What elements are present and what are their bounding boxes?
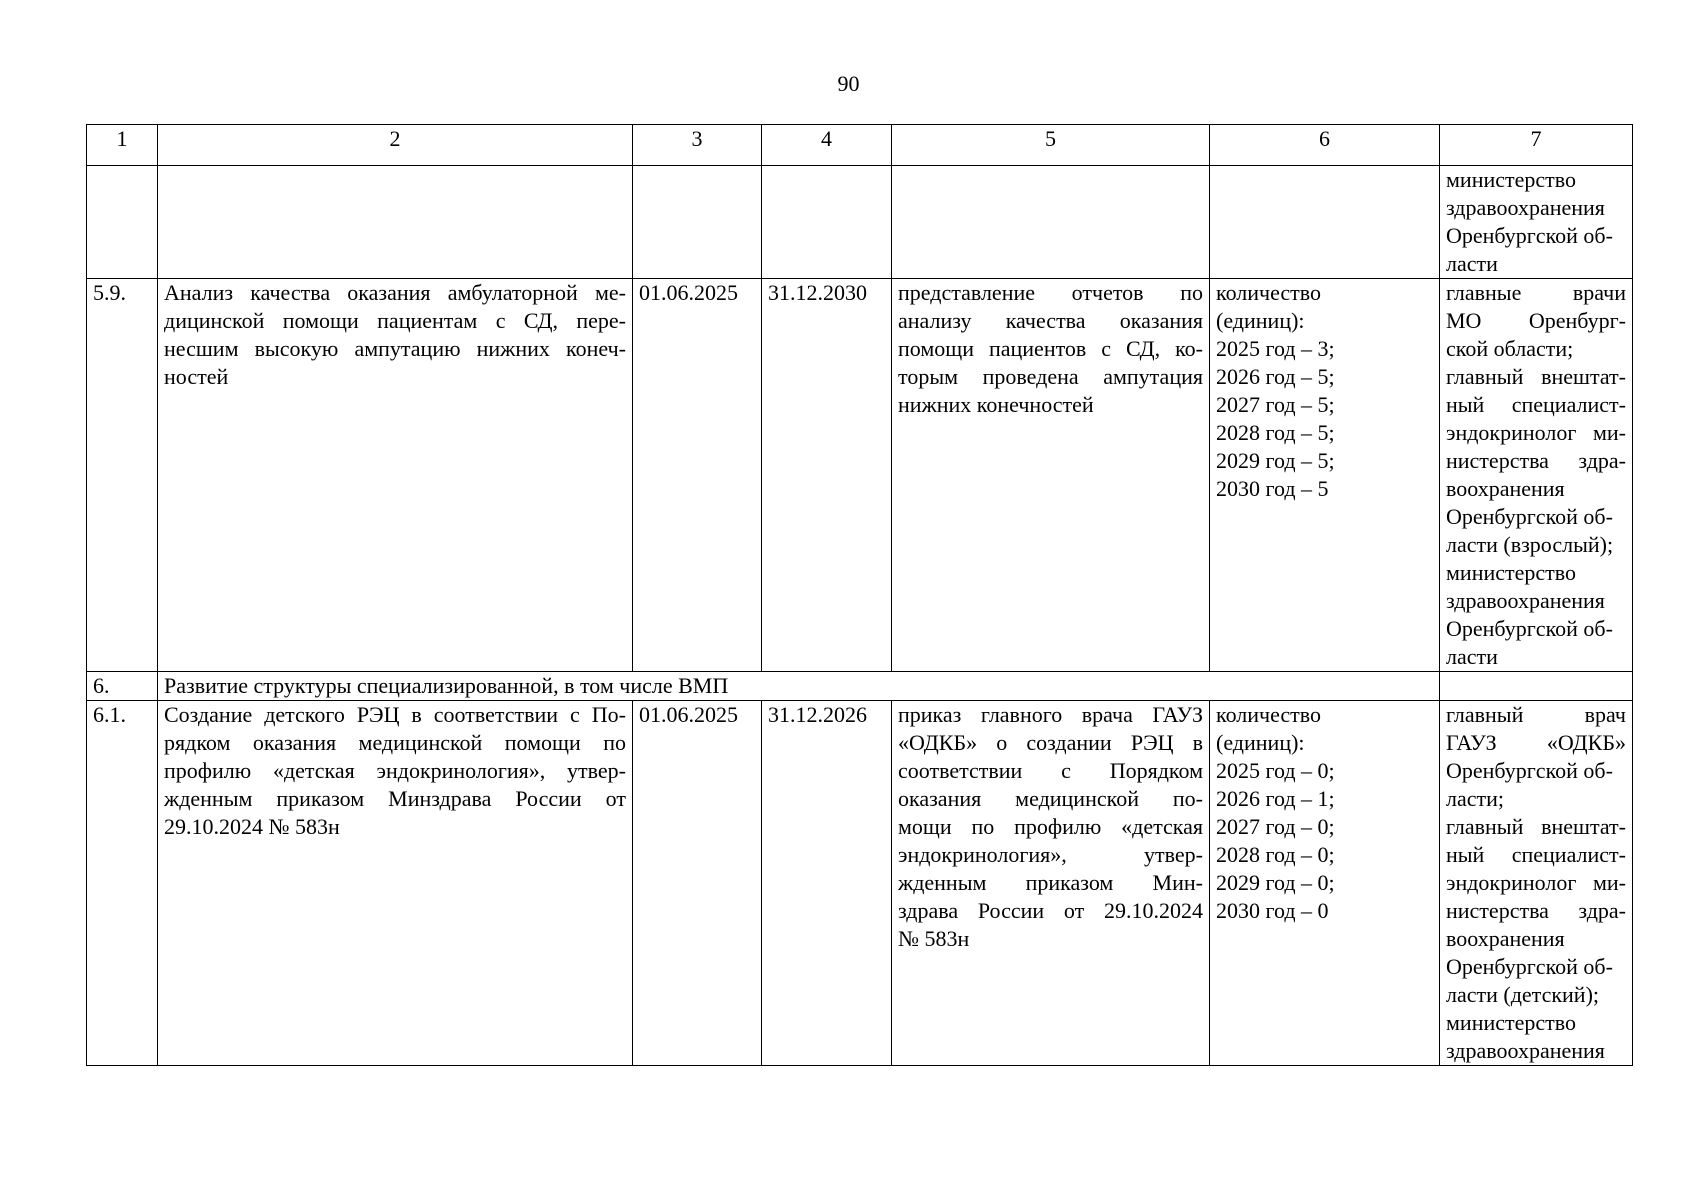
cell-line: ласти (детский); [1446, 982, 1600, 1007]
cell-line: ностей [164, 364, 229, 389]
cell-line: 29.10.2024 № 583н [164, 814, 340, 839]
header-cell: 2 [158, 125, 633, 166]
end-date: 31.12.2030 [762, 279, 892, 672]
cell-line: эндокринолог ми- [1446, 870, 1626, 895]
cell-line: несшим высокую ампутацию нижних конеч- [164, 336, 626, 361]
measure-name [158, 279, 633, 672]
cell-line: Оренбургской об- [1446, 223, 1613, 248]
cell-line: торым проведена ампутация [898, 364, 1203, 389]
header-cell: 6 [1210, 125, 1440, 166]
start-date [633, 166, 762, 279]
table-row [87, 701, 1633, 1066]
cell-line: ской области; [1446, 336, 1574, 361]
cell-line: соответствии с Порядком [898, 758, 1203, 783]
cell-line: количество [1216, 280, 1322, 305]
cell-line: ласти [1446, 644, 1498, 669]
row-number: 5.9. [87, 279, 158, 672]
measure-name [158, 166, 633, 279]
cell-line: ный специалист- [1446, 392, 1626, 417]
cell-line: оказания медицинской по- [898, 786, 1203, 811]
cell-line: министерство [1446, 167, 1577, 192]
cell-line: здравоохранения [1446, 195, 1605, 220]
cell-line: приказ главного врача ГАУЗ [898, 702, 1203, 727]
cell-line: министерство [1446, 560, 1577, 585]
cell-line: 2028 год – 0; [1216, 842, 1335, 867]
cell-line: (единиц): [1216, 308, 1305, 333]
cell-line: нижних конечностей [898, 392, 1094, 417]
cell-line: (единиц): [1216, 730, 1305, 755]
cell-line: здрава России от 29.10.2024 [898, 898, 1203, 923]
cell-line: здравоохранения [1446, 588, 1605, 613]
table-row [87, 279, 1633, 672]
indicator [1210, 279, 1440, 672]
cell-line: дицинской помощи пациентам с СД, пере- [164, 308, 626, 333]
expected-result [892, 701, 1210, 1066]
table-header-row [87, 125, 1633, 166]
cell-line: главный врач [1446, 702, 1626, 727]
cell-line: нистерства здра- [1446, 898, 1626, 923]
cell-line: Оренбургской об- [1446, 954, 1613, 979]
cell-line: 2029 год – 0; [1216, 870, 1335, 895]
cell-line: 2027 год – 0; [1216, 814, 1335, 839]
cell-line: ласти (взрослый); [1446, 532, 1614, 557]
header-cell: 7 [1440, 125, 1633, 166]
cell-line: эндокринология», утвер- [898, 842, 1203, 867]
cell-line: главные врачи [1446, 280, 1626, 305]
table-body [87, 125, 1633, 1066]
cell-line: помощи пациентов с СД, ко- [898, 336, 1203, 361]
table-row [87, 166, 1633, 279]
row-number: 6.1. [87, 701, 158, 1066]
indicator [1210, 166, 1440, 279]
cell-line: № 583н [898, 926, 970, 951]
cell-line: «ОДКБ» о создании РЭЦ в [898, 730, 1203, 755]
end-date: 31.12.2026 [762, 701, 892, 1066]
header-cell: 3 [633, 125, 762, 166]
cell-line: 2025 год – 3; [1216, 336, 1335, 361]
expected-result [892, 279, 1210, 672]
cell-line: ласти; [1446, 786, 1505, 811]
responsible [1440, 279, 1633, 672]
cell-line: 2025 год – 0; [1216, 758, 1335, 783]
cell-line: здравоохранения [1446, 1038, 1605, 1063]
cell-line: 2026 год – 1; [1216, 786, 1335, 811]
cell-line: жденным приказом Минздрава России от [164, 786, 626, 811]
cell-line: МО Оренбург- [1446, 308, 1626, 333]
responsible [1440, 701, 1633, 1066]
cell-line: анализу качества оказания [898, 308, 1203, 333]
cell-line: 2028 год – 5; [1216, 420, 1335, 445]
section-row [87, 672, 1633, 701]
cell-line: 2026 год – 5; [1216, 364, 1335, 389]
cell-line: 2030 год – 0 [1216, 898, 1329, 923]
cell-line: 2030 год – 5 [1216, 476, 1329, 501]
cell-line: Анализ качества оказания амбулаторной ме- [164, 280, 626, 305]
cell-line: эндокринолог ми- [1446, 420, 1626, 445]
row-number [87, 166, 158, 279]
cell-line: нистерства здра- [1446, 448, 1626, 473]
cell-line: Оренбургской об- [1446, 758, 1613, 783]
cell-line: Создание детского РЭЦ в соответствии с По- [164, 702, 626, 727]
indicator [1210, 701, 1440, 1066]
responsible [1440, 166, 1633, 279]
start-date: 01.06.2025 [633, 279, 762, 672]
end-date [762, 166, 892, 279]
cell-line: количество [1216, 702, 1322, 727]
cell-line: главный внештат- [1446, 364, 1626, 389]
cell-line: ласти [1446, 251, 1498, 276]
cell-line: ный специалист- [1446, 842, 1626, 867]
cell-line: Оренбургской об- [1446, 616, 1613, 641]
start-date: 01.06.2025 [633, 701, 762, 1066]
plan-table [86, 124, 1633, 1066]
cell-line: 2029 год – 5; [1216, 448, 1335, 473]
page-number: 90 [837, 71, 860, 96]
cell-line: ГАУЗ «ОДКБ» [1446, 730, 1626, 755]
cell-line: главный внештат- [1446, 814, 1626, 839]
cell-line: 2027 год – 5; [1216, 392, 1335, 417]
cell-line: жденным приказом Мин- [898, 870, 1203, 895]
cell-line: мощи по профилю «детская [898, 814, 1203, 839]
cell-line: министерство [1446, 1010, 1577, 1035]
measure-name [158, 701, 633, 1066]
cell-line: воохранения [1446, 926, 1565, 951]
section-empty-cell [1440, 672, 1633, 701]
row-number: 6. [87, 672, 158, 701]
cell-line: воохранения [1446, 476, 1565, 501]
header-cell: 4 [762, 125, 892, 166]
cell-line: рядком оказания медицинской помощи по [164, 730, 626, 755]
header-cell: 5 [892, 125, 1210, 166]
header-cell: 1 [87, 125, 158, 166]
expected-result [892, 166, 1210, 279]
cell-line: профилю «детская эндокринология», утвер- [164, 758, 626, 783]
cell-line: Оренбургской об- [1446, 504, 1613, 529]
cell-line: представление отчетов по [898, 280, 1203, 305]
section-title: Развитие структуры специализированной, в том числе ВМП [158, 672, 1440, 701]
